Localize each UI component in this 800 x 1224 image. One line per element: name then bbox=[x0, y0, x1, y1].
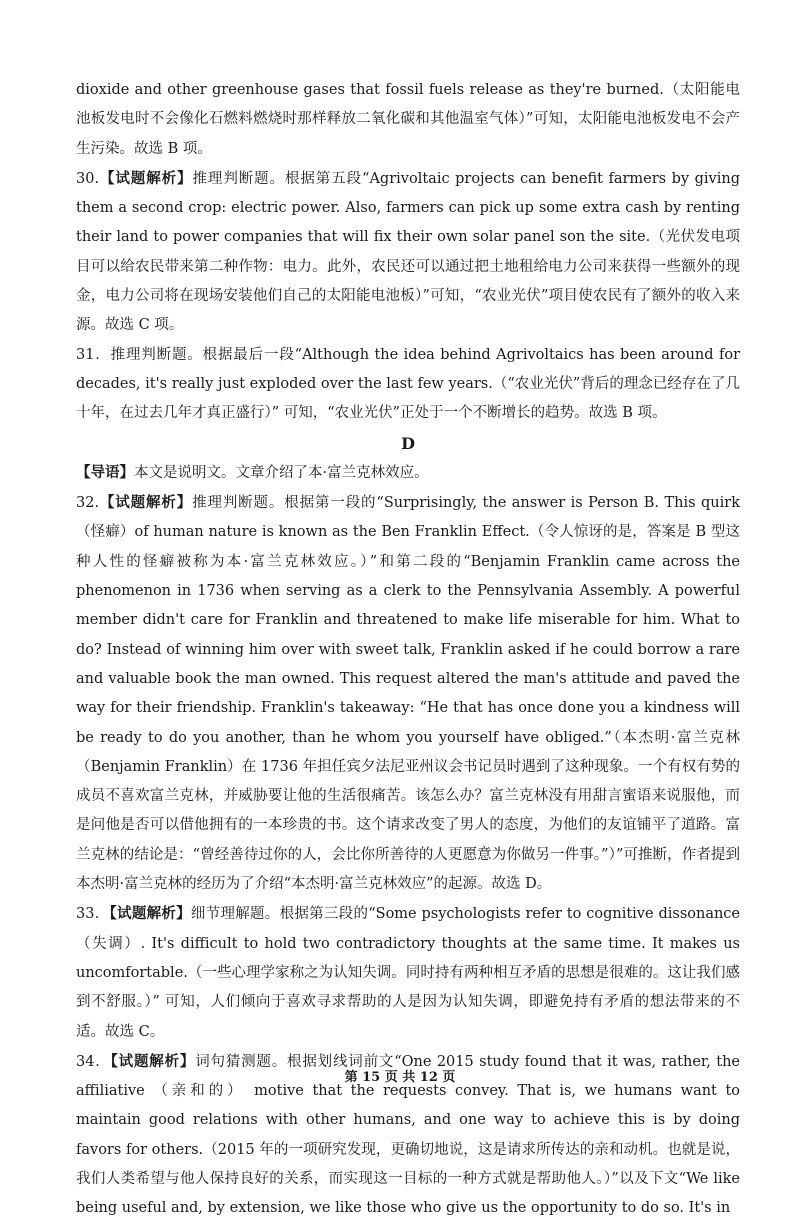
section-heading: D bbox=[401, 433, 415, 453]
intro-text: 本文是说明文。文章介绍了本·富兰克林效应。 bbox=[134, 464, 429, 481]
analysis-tag: 【试题解析】 bbox=[110, 1052, 196, 1070]
analysis-text: 细节理解题。根据第三段的“Some psychologists refer to cognitive dissonance （失调）. It's difficult to hold two contradictory thoughts at the same time. It makes us uncomfortable.（一些心理学家称之为认知失调。同时持有两种相互矛盾的思想是很难的。这让我们感到不舒服。）” 可知，人们倾向于喜欢寻求帮助的人是因为认知失调，即避免持有矛盾的想法带来的不适。故选 C。 bbox=[76, 906, 741, 1040]
question-number: 34． bbox=[76, 1053, 111, 1070]
analysis-text: 推理判断题。根据最后一段“Although the idea behind Agrivoltaics has been around for decades, it's really just exploded over the last few years.（“农业光伏”背后的理念已经存在了几十年，在过去几年才真正盛行）” 可知，“农业光伏”正处于一个不断增长的趋势。故选 B 项。 bbox=[76, 346, 740, 422]
question-33 bbox=[76, 899, 740, 1046]
analysis-tag: 【试题解析】 bbox=[99, 169, 193, 187]
analysis-tag: 【试题解析】 bbox=[99, 494, 193, 512]
question-number: 30. bbox=[76, 170, 100, 187]
continuation-paragraph: dioxide and other greenhouse gases that fossil fuels release as they're burned.（太阳能电池板发电时不会像化石燃料燃烧时那样释放二氧化碳和其他温室气体）”可知，太阳能电池板发电不会产生污染。故选 B 项。 bbox=[76, 82, 740, 157]
question-number: 33． bbox=[76, 906, 110, 923]
intro-tag: 【导语】 bbox=[76, 463, 134, 481]
document-body bbox=[76, 76, 740, 1224]
question-number: 32. bbox=[76, 495, 100, 512]
question-number: 31． bbox=[76, 346, 111, 363]
analysis-text: 词句猜测题。根据划线词前文“One 2015 study found that it was, rather, the affiliative （亲和的） motive that the requests convey. That is, we humans want to maintain good relations with other humans, and one way to achieve this is by doing favors for others.（2015 年的一项研究发现，更确切地说，这是请求所传达的亲和动机。也就是说，我们人类希望与他人保持良好的关系，而实现这一目标的一种方式就是帮助他人。）”以及下文“We like being useful and, by extension, we like those who give us the opportunity to do so. It's in bbox=[76, 1053, 741, 1217]
analysis-text: 推理判断题。根据第五段“Agrivoltaic projects can benefit farmers by giving them a second crop: electric power. Also, farmers can pick up some extra cash by renting their land to power companies that will fix their own solar panel son the site.（光伏发电项目可以给农民带来第二种作物：电力。此外，农民还可以通过把土地租给电力公司来获得一些额外的现金，电力公司将在现场安装他们自己的太阳能电池板）”可知，“农业光伏”项目使农民有了额外的收入来源。故选 C 项。 bbox=[76, 170, 741, 334]
question-30 bbox=[76, 164, 740, 341]
analysis-tag: 【试题解析】 bbox=[109, 905, 191, 923]
analysis-text: 推理判断题。根据第一段的“Surprisingly, the answer is Person B. This quirk（怪癖）of human nature is known as the Ben Franklin Effect.（令人惊讶的是，答案是 B 型这种人性的怪癖被称为本·富兰克林效应。）”和第二段的“Benjamin Franklin came across the phenomenon in 1736 when serving as a clerk to the Pennsylvania Assembly. A powerful member didn't care for Franklin and threatened to make life miserable for him. What to do? Instead of winning him over with sweet talk, Franklin asked if he could borrow a rare and valuable book the man owned. This request altered the man's attitude and paved the way for their friendship. Franklin's takeaway: “He that has once done you a kindness will be ready to do you another, than he whom you yourself have obliged.”（本杰明·富兰克林（Benjamin Franklin）在 1736 年担任宾夕法尼亚州议会书记员时遇到了这种现象。一个有权有势的成员不喜欢富兰克林，并威胁要让他的生活很痛苦。该怎么办？富兰克林没有用甜言蜜语来说服他，而是问他是否可以借他拥有的一本珍贵的书。这个请求改变了男人的态度，为他们的友谊铺平了道路。富兰克林的结论是：“曾经善待过你的人，会比你所善待的人更愿意为你做另一件事。”）”可推断，作者提到本杰明·富兰克林的经历为了介绍“本杰明·富兰克林效应”的起源。故选 D。 bbox=[76, 495, 741, 893]
question-32 bbox=[76, 488, 740, 899]
question-31 bbox=[76, 341, 740, 429]
page-footer: 第 15 页 共 12 页 bbox=[344, 1070, 456, 1085]
intro-paragraph bbox=[76, 458, 740, 488]
